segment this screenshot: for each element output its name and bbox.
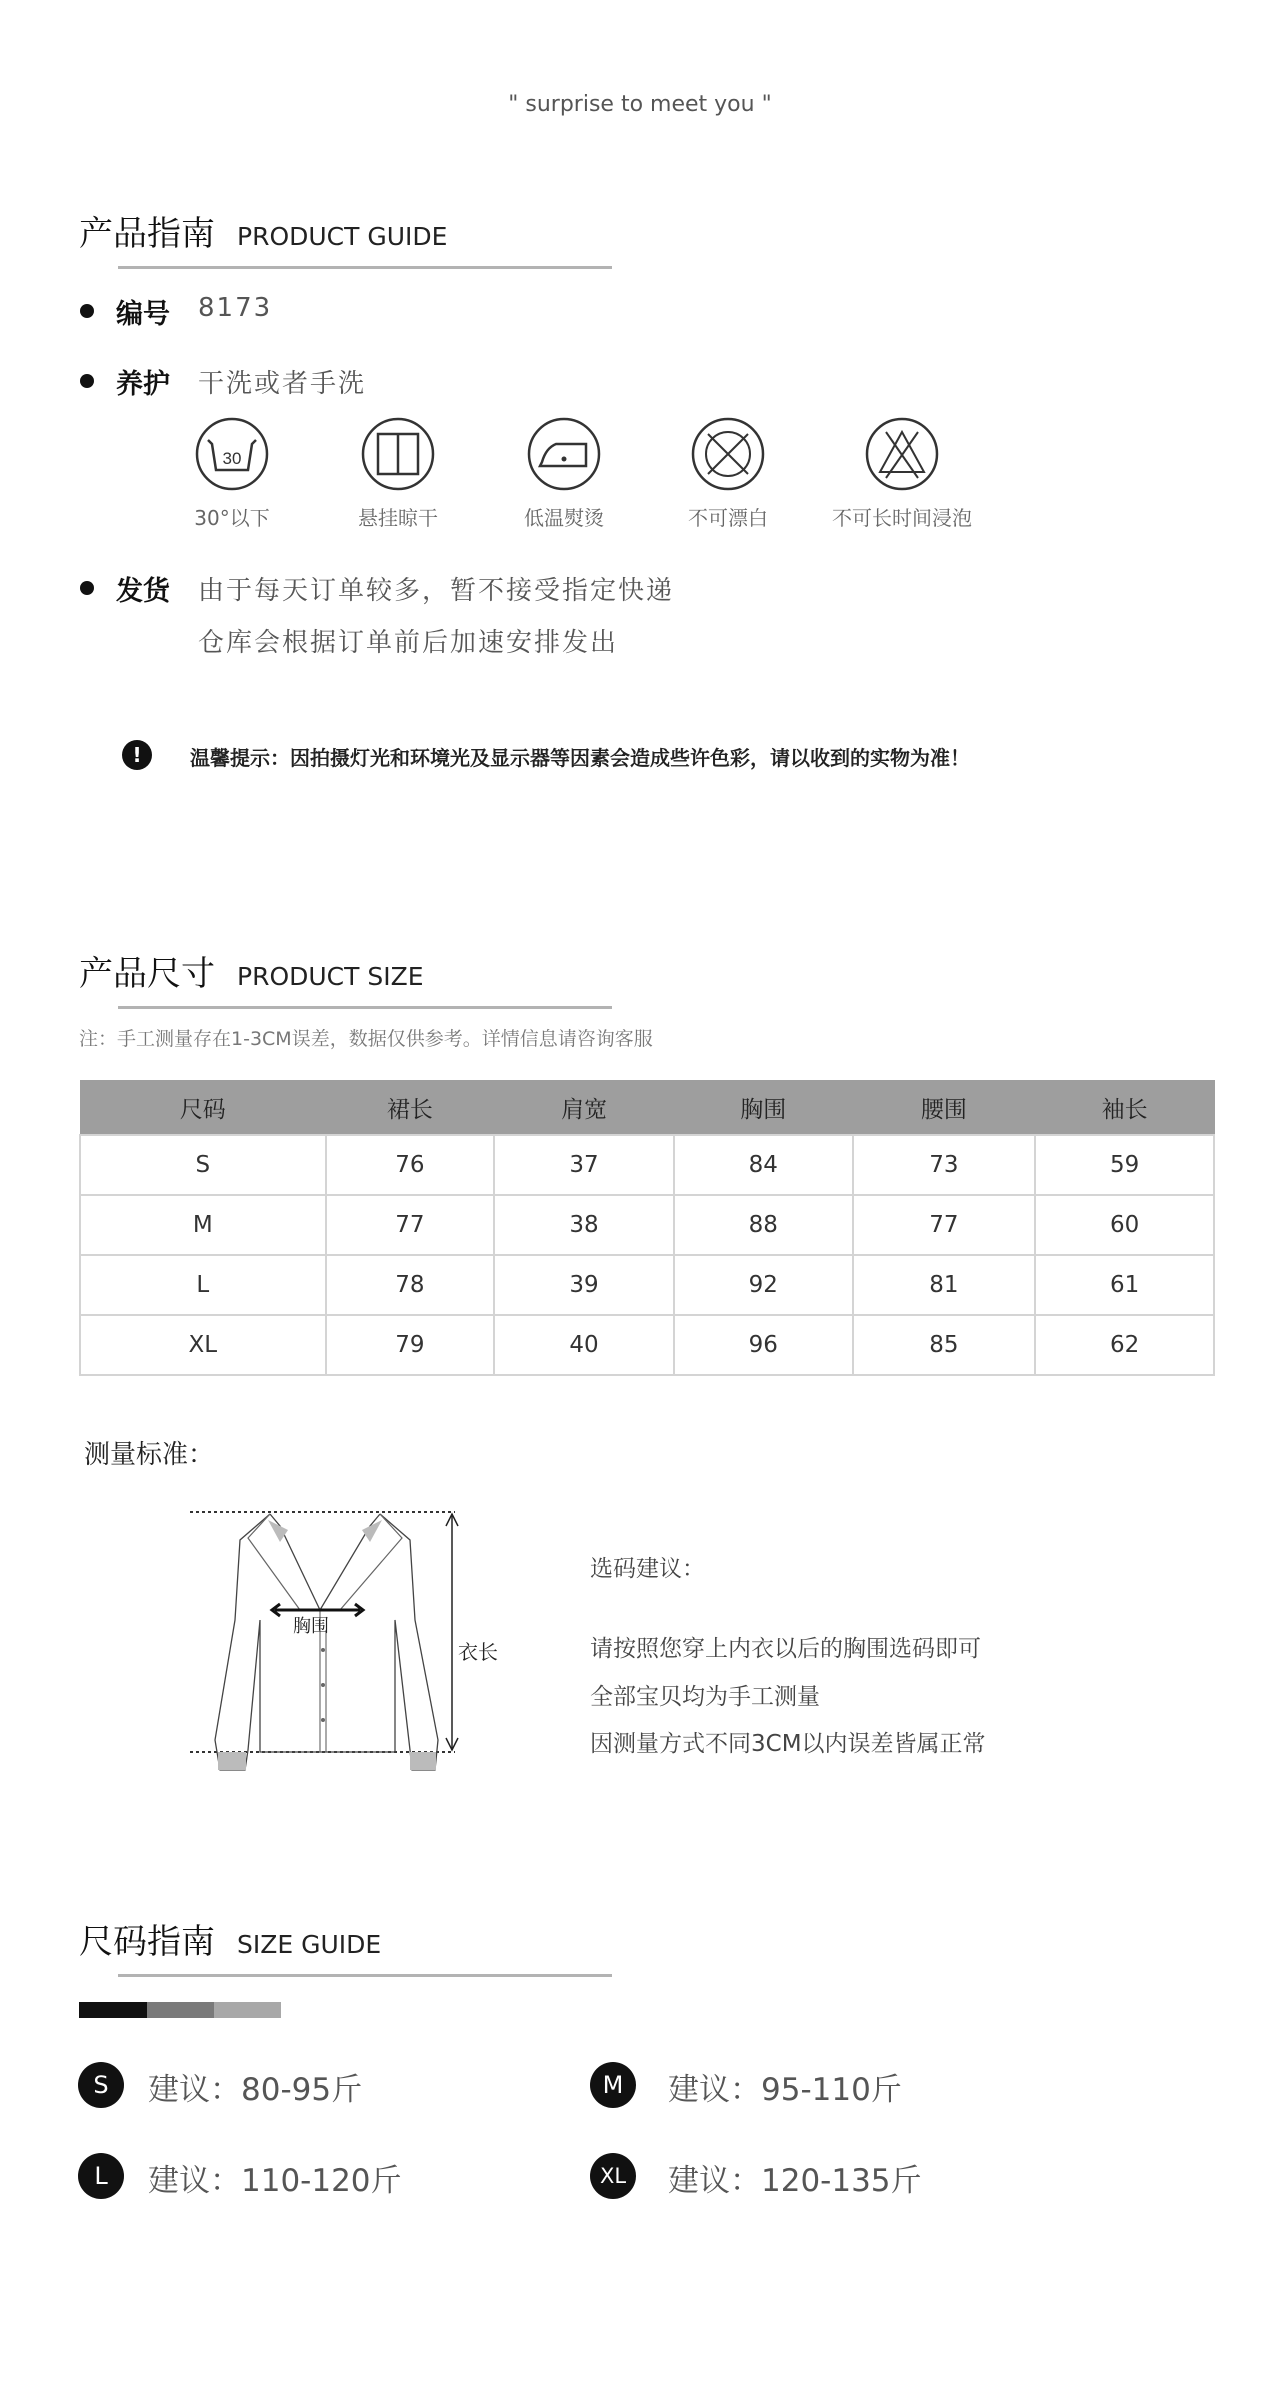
table-cell: M [80, 1195, 326, 1255]
advice-line: 全部宝贝均为手工测量 [590, 1684, 820, 1710]
table-cell: 79 [326, 1315, 495, 1375]
care-icon-label: 不可漂白 [688, 506, 768, 530]
divider [118, 1974, 612, 1977]
bullet-icon [80, 304, 94, 318]
table-header: 胸围 [674, 1081, 853, 1135]
table-cell: 38 [494, 1195, 674, 1255]
size-note: 注：手工测量存在1-3CM误差，数据仅供参考。详情信息请咨询客服 [79, 1028, 653, 1050]
table-cell: 77 [853, 1195, 1036, 1255]
table-row [80, 1195, 1214, 1255]
bullet-icon [80, 581, 94, 595]
section-title-product-guide [79, 206, 447, 255]
shipping-label: 发货 [116, 576, 170, 607]
table-cell: 78 [326, 1255, 495, 1315]
table-header: 袖长 [1035, 1081, 1214, 1135]
color-bar-gray [147, 2002, 214, 2018]
measure-title: 测量标准： [84, 1440, 215, 1470]
code-value: 8173 [198, 293, 273, 323]
table-row [80, 1135, 1214, 1195]
table-header: 裙长 [326, 1081, 495, 1135]
table-cell: 59 [1035, 1135, 1214, 1195]
size-recommendation: 建议：95-110斤 [668, 2072, 902, 2108]
table-row [80, 1315, 1214, 1375]
section-title-product-size [79, 946, 424, 995]
length-label: 衣长 [458, 1640, 498, 1664]
shipping-line-2: 仓库会根据订单前后加速安排发出 [198, 628, 619, 658]
table-cell: 40 [494, 1315, 674, 1375]
divider [118, 266, 612, 269]
table-cell: 76 [326, 1135, 495, 1195]
size-recommendation: 建议：110-120斤 [148, 2163, 402, 2199]
size-badge-m: M [590, 2062, 636, 2108]
table-cell: 73 [853, 1135, 1036, 1195]
chest-label: 胸围 [293, 1616, 329, 1637]
no-soak-icon [864, 416, 940, 492]
code-label: 编号 [116, 299, 170, 330]
table-header-row [80, 1081, 1214, 1135]
low-iron-icon [526, 416, 602, 492]
table-header: 腰围 [853, 1081, 1036, 1135]
title-cn: 产品尺寸 [79, 954, 215, 994]
no-bleach-icon [690, 416, 766, 492]
table-row [80, 1255, 1214, 1315]
warning-icon: ! [122, 740, 152, 770]
title-cn: 产品指南 [79, 214, 215, 254]
table-cell: 96 [674, 1315, 853, 1375]
tagline: " surprise to meet you " [508, 92, 772, 117]
advice-line: 因测量方式不同3CM以内误差皆属正常 [590, 1731, 986, 1757]
wash-30-icon [194, 416, 270, 492]
table-cell: 88 [674, 1195, 853, 1255]
title-en: PRODUCT GUIDE [237, 222, 448, 251]
color-bar-light-gray [214, 2002, 281, 2018]
garment-diagram [180, 1500, 480, 1790]
care-icon-label: 30°以下 [194, 506, 270, 530]
table-cell: S [80, 1135, 326, 1195]
table-cell: 37 [494, 1135, 674, 1195]
care-icon-label: 悬挂晾干 [358, 506, 438, 530]
section-title-size-guide [79, 1914, 381, 1963]
size-recommendation: 建议：120-135斤 [668, 2163, 922, 2199]
divider [118, 1006, 612, 1009]
care-icon-label: 低温熨烫 [524, 506, 604, 530]
title-en: PRODUCT SIZE [237, 962, 424, 991]
advice-line: 请按照您穿上内衣以后的胸围选码即可 [590, 1636, 981, 1662]
care-label: 养护 [116, 369, 170, 400]
table-cell: 84 [674, 1135, 853, 1195]
bullet-icon [80, 374, 94, 388]
table-cell: XL [80, 1315, 326, 1375]
title-cn: 尺码指南 [79, 1922, 215, 1962]
size-badge-l: L [78, 2153, 124, 2199]
table-cell: 61 [1035, 1255, 1214, 1315]
size-badge-s: S [78, 2062, 124, 2108]
hang-dry-icon [360, 416, 436, 492]
size-badge-xl: XL [590, 2153, 636, 2199]
shipping-line-1: 由于每天订单较多，暂不接受指定快递 [198, 576, 675, 606]
table-cell: 81 [853, 1255, 1036, 1315]
table-header: 肩宽 [494, 1081, 674, 1135]
advice-title: 选码建议： [590, 1556, 705, 1582]
size-recommendation: 建议：80-95斤 [148, 2072, 363, 2108]
table-header: 尺码 [80, 1081, 326, 1135]
table-cell: 77 [326, 1195, 495, 1255]
warning-text: 温馨提示：因拍摄灯光和环境光及显示器等因素会造成些许色彩，请以收到的实物为准！ [190, 746, 970, 770]
size-table [79, 1080, 1215, 1376]
table-cell: 62 [1035, 1315, 1214, 1375]
table-cell: 39 [494, 1255, 674, 1315]
table-cell: 85 [853, 1315, 1036, 1375]
table-cell: 92 [674, 1255, 853, 1315]
color-bar-black [79, 2002, 147, 2018]
table-cell: 60 [1035, 1195, 1214, 1255]
care-value: 干洗或者手洗 [198, 369, 367, 399]
wash-temp-text: 30 [222, 449, 242, 468]
table-cell: L [80, 1255, 326, 1315]
care-icon-label: 不可长时间浸泡 [832, 506, 972, 530]
title-en: SIZE GUIDE [237, 1930, 382, 1959]
